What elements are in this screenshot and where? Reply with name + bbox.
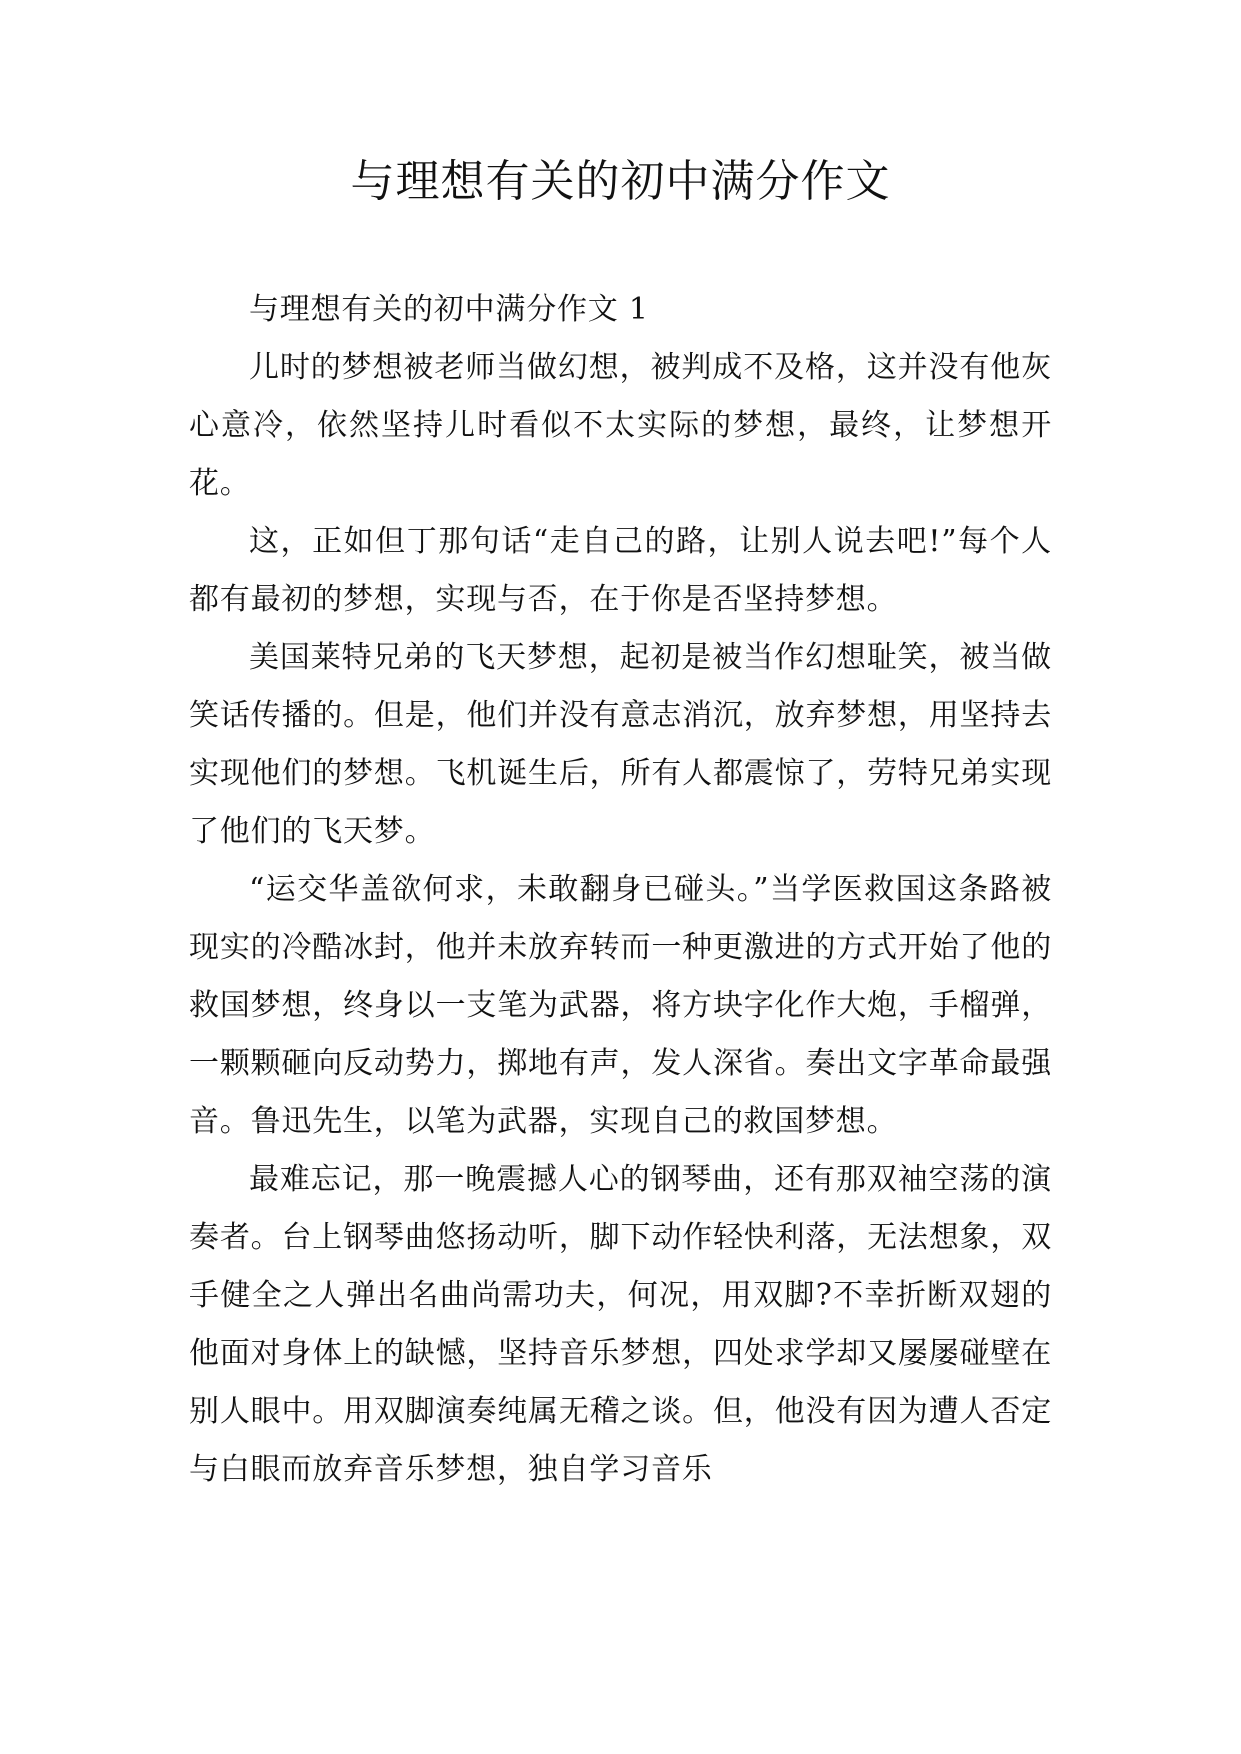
paragraph-3: 美国莱特兄弟的飞天梦想，起初是被当作幻想耻笑，被当做笑话传播的。但是，他们并没有意志消沉，放弃梦想，用坚持去实现他们的梦想。飞机诞生后，所有人都震惊了，劳特兄弟实现了他们的飞天梦。	[189, 640, 1052, 849]
paragraph-1: 儿时的梦想被老师当做幻想，被判成不及格，这并没有他灰心意冷，依然坚持儿时看似不太实际的梦想，最终，让梦想开花。	[189, 350, 1052, 501]
document-body	[189, 281, 1052, 1499]
paragraph-5: 最难忘记，那一晚震撼人心的钢琴曲，还有那双袖空荡的演奏者。台上钢琴曲悠扬动听，脚下动作轻快利落，无法想象，双手健全之人弹出名曲尚需功夫，何况，用双脚?不幸折断双翅的他面对身体上的缺憾，坚持音乐梦想，四处求学却又屡屡碰壁在别人眼中。用双脚演奏纯属无稽之谈。但，他没有因为遭人否定与白眼而放弃音乐梦想，独自学习音乐	[189, 1162, 1052, 1487]
document-title: 与理想有关的初中满分作文	[350, 156, 891, 207]
essay-subtitle: 与理想有关的初中满分作文 1	[249, 292, 649, 327]
paragraph-2: 这，正如但丁那句话“走自己的路，让别人说去吧!”每个人都有最初的梦想，实现与否，在于你是否坚持梦想。	[189, 524, 1052, 617]
paragraph-4: “运交华盖欲何求，未敢翻身已碰头。”当学医救国这条路被现实的冷酷冰封，他并未放弃转而一种更激进的方式开始了他的救国梦想，终身以一支笔为武器，将方块字化作大炮，手榴弹，一颗颗砸向反动势力，掷地有声，发人深省。奏出文字革命最强音。鲁迅先生，以笔为武器，实现自己的救国梦想。	[189, 872, 1052, 1139]
